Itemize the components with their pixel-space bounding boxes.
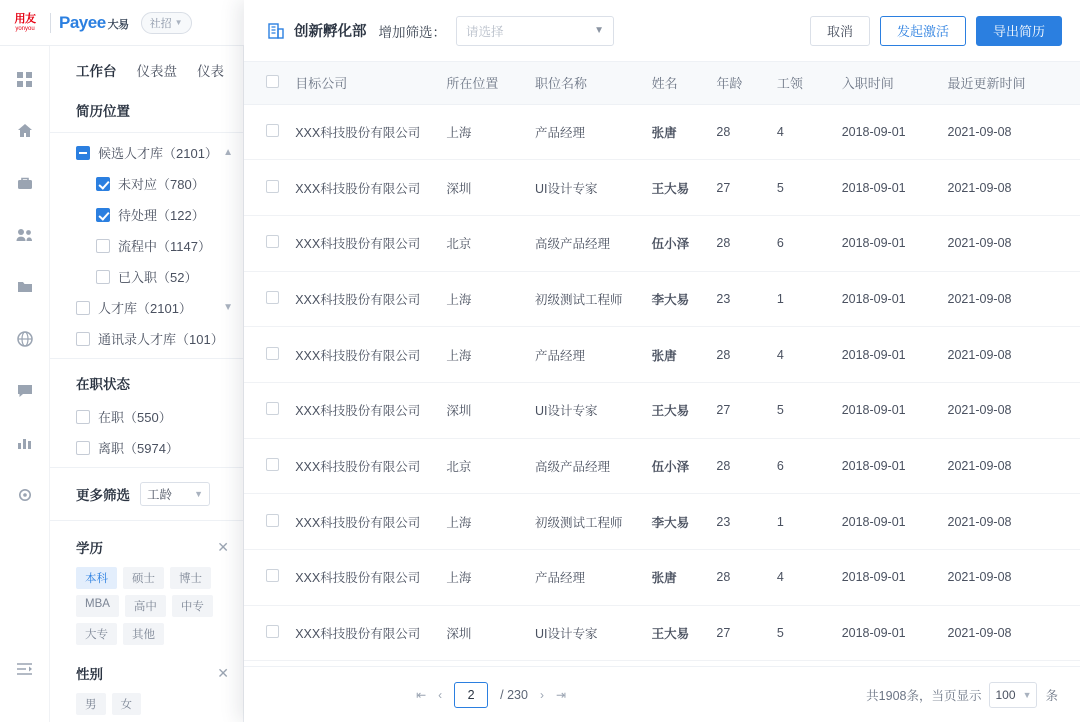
drawer-actions bbox=[810, 16, 1062, 46]
checkbox-icon[interactable] bbox=[76, 332, 90, 346]
cell-hire-date: 2018-09-01 bbox=[834, 494, 940, 550]
cell-years: 5 bbox=[769, 160, 834, 216]
cell-hire-date: 2018-09-01 bbox=[834, 104, 940, 160]
tab-dashboard-2[interactable]: 仪表 bbox=[197, 64, 224, 79]
filter-item-unmatched[interactable] bbox=[50, 168, 243, 199]
filter-item-onboarded[interactable] bbox=[50, 261, 243, 292]
filter-item-label: 未对应（780） bbox=[118, 177, 205, 192]
grid-icon[interactable] bbox=[8, 62, 42, 96]
filter-select-placeholder: 请选择 bbox=[466, 24, 504, 39]
cell-position: 产品经理 bbox=[527, 327, 644, 383]
cell-hire-date: 2018-09-01 bbox=[834, 438, 940, 494]
checkbox-icon[interactable] bbox=[96, 177, 110, 191]
panel-tabs bbox=[50, 46, 243, 90]
filter-panel bbox=[50, 46, 244, 722]
row-checkbox-cell[interactable] bbox=[244, 605, 287, 661]
cell-years: 5 bbox=[769, 605, 834, 661]
cell-age: 28 bbox=[708, 215, 768, 271]
briefcase-icon[interactable] bbox=[8, 166, 42, 200]
cell-company: XXX科技股份有限公司 bbox=[287, 104, 438, 160]
checkbox-icon[interactable] bbox=[266, 514, 279, 527]
cell-updated: 2021-09-08 bbox=[940, 494, 1080, 550]
col-position: 职位名称 bbox=[527, 62, 644, 104]
social-recruit-tag[interactable] bbox=[141, 12, 192, 34]
cell-name: 李大易 bbox=[644, 494, 709, 550]
filter-item-label: 流程中（1147） bbox=[118, 239, 211, 254]
chevron-up-icon[interactable]: ▲ bbox=[223, 147, 233, 158]
folder-icon[interactable] bbox=[8, 270, 42, 304]
cell-years: 4 bbox=[769, 327, 834, 383]
more-filter-value: 工龄 bbox=[147, 488, 173, 502]
cell-company: XXX科技股份有限公司 bbox=[287, 550, 438, 606]
checkbox-icon[interactable] bbox=[266, 402, 279, 415]
cell-age: 27 bbox=[708, 605, 768, 661]
add-filter-label: 增加筛选： bbox=[378, 24, 446, 40]
divider bbox=[50, 358, 243, 359]
payee-logo bbox=[59, 13, 129, 33]
checkbox-icon[interactable] bbox=[76, 410, 90, 424]
export-resume-button[interactable]: 导出简历 bbox=[976, 16, 1062, 46]
col-company: 目标公司 bbox=[287, 62, 438, 104]
cell-age: 27 bbox=[708, 160, 768, 216]
cell-name: 张唐 bbox=[644, 104, 709, 160]
cancel-button[interactable]: 取消 bbox=[810, 16, 870, 46]
chip-option[interactable]: 其他 bbox=[123, 623, 164, 645]
section-employment-status: 在职状态 bbox=[76, 377, 130, 392]
chip-option[interactable]: 男 bbox=[76, 693, 106, 715]
table-header-row bbox=[244, 62, 1080, 104]
checkbox-icon[interactable] bbox=[266, 458, 279, 471]
icon-rail bbox=[0, 46, 50, 722]
row-checkbox-cell[interactable] bbox=[244, 104, 287, 160]
table-body bbox=[244, 104, 1080, 661]
cell-position: 初级测试工程师 bbox=[527, 494, 644, 550]
more-filter-row bbox=[50, 472, 243, 516]
filter-item-label: 待处理（122） bbox=[118, 208, 205, 223]
cell-company: XXX科技股份有限公司 bbox=[287, 438, 438, 494]
cell-company: XXX科技股份有限公司 bbox=[287, 494, 438, 550]
candidates-table bbox=[244, 62, 1080, 661]
cell-name: 李大易 bbox=[644, 271, 709, 327]
brand-bar bbox=[0, 0, 244, 46]
facet-education-chips bbox=[50, 563, 243, 651]
payee-logo-main: Payee bbox=[59, 12, 106, 32]
drawer-footer bbox=[244, 666, 1080, 722]
cell-position: UI设计专家 bbox=[527, 605, 644, 661]
cell-name: 王大易 bbox=[644, 605, 709, 661]
checkbox-icon[interactable] bbox=[266, 124, 279, 137]
chip-option[interactable]: 大专 bbox=[76, 623, 117, 645]
cell-company: XXX科技股份有限公司 bbox=[287, 160, 438, 216]
close-icon[interactable]: ✕ bbox=[217, 538, 229, 555]
checkbox-icon[interactable] bbox=[266, 235, 279, 248]
record-summary-label: 共1908条，当页显示 bbox=[866, 688, 982, 703]
people-icon[interactable] bbox=[8, 218, 42, 252]
cell-name: 张唐 bbox=[644, 550, 709, 606]
page-size-unit: 条 bbox=[1045, 688, 1058, 703]
total-pages-label: / 230 bbox=[500, 687, 528, 702]
checkbox-icon[interactable] bbox=[96, 239, 110, 253]
cell-location: 深圳 bbox=[438, 382, 527, 438]
cell-updated: 2021-09-08 bbox=[940, 438, 1080, 494]
cell-company: XXX科技股份有限公司 bbox=[287, 271, 438, 327]
row-checkbox-cell[interactable] bbox=[244, 271, 287, 327]
col-hire-date: 入职时间 bbox=[834, 62, 940, 104]
cell-position: 产品经理 bbox=[527, 104, 644, 160]
cell-years: 6 bbox=[769, 438, 834, 494]
close-icon[interactable]: ✕ bbox=[217, 664, 229, 681]
page-title: 创新孵化部 bbox=[294, 24, 367, 40]
cell-name: 王大易 bbox=[644, 160, 709, 216]
cell-location: 深圳 bbox=[438, 605, 527, 661]
cell-updated: 2021-09-08 bbox=[940, 104, 1080, 160]
facet-education-header bbox=[50, 525, 243, 563]
page-size-select[interactable] bbox=[989, 682, 1037, 708]
group-label: 人才库（2101） bbox=[98, 301, 192, 316]
filter-item-inprocess[interactable] bbox=[50, 230, 243, 261]
cell-name: 伍小泽 bbox=[644, 438, 709, 494]
cell-years: 6 bbox=[769, 215, 834, 271]
page-number-input[interactable]: 2 bbox=[454, 682, 488, 708]
cell-updated: 2021-09-08 bbox=[940, 605, 1080, 661]
filter-item-label: 离职（5974） bbox=[98, 441, 179, 456]
cell-name: 王大易 bbox=[644, 382, 709, 438]
facet-title: 性别 bbox=[76, 667, 103, 682]
brand-divider bbox=[50, 13, 51, 33]
cell-age: 23 bbox=[708, 494, 768, 550]
gear-icon[interactable] bbox=[8, 478, 42, 512]
yonyou-logo-cn: 用友 bbox=[14, 12, 36, 25]
col-location: 所在位置 bbox=[438, 62, 527, 104]
globe-icon[interactable] bbox=[8, 322, 42, 356]
col-name: 姓名 bbox=[644, 62, 709, 104]
chevron-down-icon: ▼ bbox=[594, 25, 604, 36]
cell-location: 上海 bbox=[438, 271, 527, 327]
cell-position: 初级测试工程师 bbox=[527, 271, 644, 327]
cell-updated: 2021-09-08 bbox=[940, 215, 1080, 271]
facet-title: 学历 bbox=[76, 541, 103, 556]
cell-hire-date: 2018-09-01 bbox=[834, 550, 940, 606]
col-years: 工领 bbox=[769, 62, 834, 104]
group-contacts-pool[interactable] bbox=[50, 323, 243, 354]
row-checkbox-cell[interactable] bbox=[244, 382, 287, 438]
checkbox-icon[interactable] bbox=[76, 441, 90, 455]
chip-option[interactable]: 女 bbox=[112, 693, 142, 715]
table-header bbox=[244, 62, 1080, 104]
cell-location: 北京 bbox=[438, 215, 527, 271]
section-resume-position: 简历位置 bbox=[76, 104, 130, 119]
table-row[interactable] bbox=[244, 438, 1080, 494]
table-row[interactable] bbox=[244, 382, 1080, 438]
cell-age: 28 bbox=[708, 550, 768, 606]
filter-item-label: 已入职（52） bbox=[118, 270, 198, 285]
table-row[interactable] bbox=[244, 215, 1080, 271]
cell-age: 28 bbox=[708, 438, 768, 494]
cell-age: 28 bbox=[708, 327, 768, 383]
row-checkbox-cell[interactable] bbox=[244, 494, 287, 550]
prev-page-icon[interactable]: ‹ bbox=[438, 687, 443, 702]
more-filter-select[interactable] bbox=[140, 482, 210, 506]
checkbox-icon[interactable] bbox=[266, 75, 279, 88]
chip-option[interactable]: 硕士 bbox=[123, 567, 164, 589]
checkbox-icon[interactable] bbox=[96, 270, 110, 284]
cell-updated: 2021-09-08 bbox=[940, 550, 1080, 606]
cell-years: 4 bbox=[769, 104, 834, 160]
cell-company: XXX科技股份有限公司 bbox=[287, 382, 438, 438]
cell-age: 28 bbox=[708, 104, 768, 160]
next-page-icon[interactable]: › bbox=[539, 687, 544, 702]
cell-name: 张唐 bbox=[644, 327, 709, 383]
cell-hire-date: 2018-09-01 bbox=[834, 160, 940, 216]
page-size-value: 100 bbox=[995, 687, 1016, 702]
group-label: 候选人才库（2101） bbox=[98, 146, 218, 161]
table-row[interactable] bbox=[244, 327, 1080, 383]
cell-years: 1 bbox=[769, 271, 834, 327]
cell-location: 上海 bbox=[438, 327, 527, 383]
group-candidate-pool[interactable] bbox=[50, 137, 243, 168]
collapse-icon[interactable] bbox=[8, 652, 42, 686]
cell-updated: 2021-09-08 bbox=[940, 327, 1080, 383]
col-age: 年龄 bbox=[708, 62, 768, 104]
chip-option[interactable]: 中专 bbox=[172, 595, 213, 617]
checkbox-icon[interactable] bbox=[266, 625, 279, 638]
cell-company: XXX科技股份有限公司 bbox=[287, 605, 438, 661]
table-row[interactable] bbox=[244, 104, 1080, 160]
filter-item-employed[interactable] bbox=[50, 401, 243, 432]
cell-position: UI设计专家 bbox=[527, 382, 644, 438]
cell-hire-date: 2018-09-01 bbox=[834, 382, 940, 438]
table-row[interactable] bbox=[244, 494, 1080, 550]
cell-updated: 2021-09-08 bbox=[940, 382, 1080, 438]
chevron-down-icon: ▼ bbox=[174, 18, 183, 27]
cell-years: 5 bbox=[769, 382, 834, 438]
checkbox-icon[interactable] bbox=[266, 291, 279, 304]
building-icon bbox=[266, 21, 286, 41]
table-row[interactable] bbox=[244, 550, 1080, 606]
table-row[interactable] bbox=[244, 160, 1080, 216]
chip-option[interactable]: MBA bbox=[76, 595, 119, 617]
more-filter-label: 更多筛选 bbox=[76, 488, 130, 503]
row-checkbox-cell[interactable] bbox=[244, 438, 287, 494]
facet-gender-header bbox=[50, 651, 243, 689]
detail-drawer bbox=[244, 0, 1080, 722]
candidates-table-wrapper bbox=[244, 62, 1080, 666]
cell-location: 深圳 bbox=[438, 160, 527, 216]
chevron-down-icon: ▼ bbox=[194, 489, 203, 499]
cell-location: 北京 bbox=[438, 438, 527, 494]
checkbox-icon[interactable] bbox=[76, 301, 90, 315]
cell-hire-date: 2018-09-01 bbox=[834, 605, 940, 661]
checkbox-icon[interactable] bbox=[266, 180, 279, 193]
cell-years: 4 bbox=[769, 550, 834, 606]
cell-hire-date: 2018-09-01 bbox=[834, 271, 940, 327]
row-checkbox-cell[interactable] bbox=[244, 215, 287, 271]
group-label: 通讯录人才库（101） bbox=[98, 332, 224, 347]
row-checkbox-cell[interactable] bbox=[244, 550, 287, 606]
cell-position: 产品经理 bbox=[527, 550, 644, 606]
row-checkbox-cell[interactable] bbox=[244, 160, 287, 216]
cell-age: 27 bbox=[708, 382, 768, 438]
social-recruit-label: 社招 bbox=[149, 17, 172, 30]
cell-company: XXX科技股份有限公司 bbox=[287, 215, 438, 271]
cell-years: 1 bbox=[769, 494, 834, 550]
checkbox-icon[interactable] bbox=[96, 208, 110, 222]
cell-updated: 2021-09-08 bbox=[940, 271, 1080, 327]
chip-option[interactable]: 高中 bbox=[125, 595, 166, 617]
yonyou-logo-en: yonyou bbox=[15, 25, 35, 32]
cell-name: 伍小泽 bbox=[644, 215, 709, 271]
filter-item-pending[interactable] bbox=[50, 199, 243, 230]
divider bbox=[50, 132, 243, 133]
divider bbox=[50, 467, 243, 468]
first-page-icon[interactable]: ⇤ bbox=[416, 687, 427, 702]
chip-option[interactable]: 博士 bbox=[170, 567, 211, 589]
checkbox-icon[interactable] bbox=[76, 146, 90, 160]
chevron-down-icon: ▼ bbox=[1022, 689, 1032, 700]
chevron-down-icon[interactable]: ▼ bbox=[223, 302, 233, 313]
col-updated: 最近更新时间 bbox=[940, 62, 1080, 104]
group-talent-pool[interactable] bbox=[50, 292, 243, 323]
cell-position: 高级产品经理 bbox=[527, 215, 644, 271]
yonyou-logo bbox=[8, 8, 42, 38]
cell-location: 上海 bbox=[438, 550, 527, 606]
filter-select[interactable] bbox=[456, 16, 614, 46]
select-all-cell[interactable] bbox=[244, 62, 287, 104]
drawer-header bbox=[244, 0, 1080, 62]
cell-age: 23 bbox=[708, 271, 768, 327]
filter-item-resigned[interactable] bbox=[50, 432, 243, 463]
pagination bbox=[416, 682, 566, 708]
message-icon[interactable] bbox=[8, 374, 42, 408]
divider bbox=[50, 520, 243, 521]
row-checkbox-cell[interactable] bbox=[244, 327, 287, 383]
home-icon[interactable] bbox=[8, 114, 42, 148]
chip-option[interactable]: 本科 bbox=[76, 567, 117, 589]
cell-company: XXX科技股份有限公司 bbox=[287, 327, 438, 383]
cell-hire-date: 2018-09-01 bbox=[834, 327, 940, 383]
cell-location: 上海 bbox=[438, 104, 527, 160]
table-row[interactable] bbox=[244, 271, 1080, 327]
cell-location: 上海 bbox=[438, 494, 527, 550]
last-page-icon[interactable]: ⇥ bbox=[555, 687, 567, 702]
cell-position: 高级产品经理 bbox=[527, 438, 644, 494]
activate-button[interactable]: 发起激活 bbox=[880, 16, 966, 46]
checkbox-icon[interactable] bbox=[266, 569, 279, 582]
cell-hire-date: 2018-09-01 bbox=[834, 215, 940, 271]
payee-logo-sub: 大易 bbox=[107, 18, 129, 31]
chart-icon[interactable] bbox=[8, 426, 42, 460]
cell-position: UI设计专家 bbox=[527, 160, 644, 216]
filter-item-label: 在职（550） bbox=[98, 410, 172, 425]
facet-gender-chips bbox=[50, 689, 243, 721]
checkbox-icon[interactable] bbox=[266, 347, 279, 360]
cell-updated: 2021-09-08 bbox=[940, 160, 1080, 216]
table-row[interactable] bbox=[244, 605, 1080, 661]
footer-summary bbox=[866, 682, 1058, 708]
tab-dashboard[interactable]: 仪表盘 bbox=[136, 64, 177, 79]
tab-workbench[interactable]: 工作台 bbox=[76, 64, 117, 79]
